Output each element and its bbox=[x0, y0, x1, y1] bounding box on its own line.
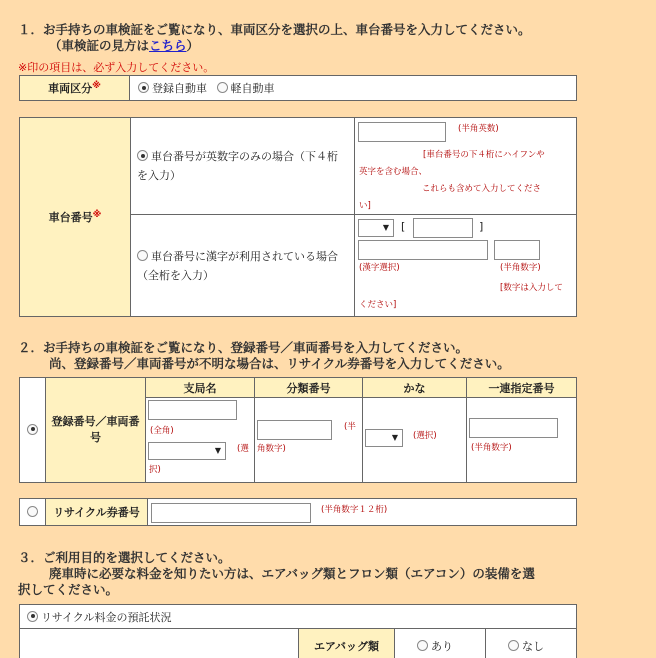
digit-note-line2: ください] bbox=[359, 300, 397, 310]
vehicle-class-label: 車両区分※ bbox=[20, 76, 130, 101]
serial-cell bbox=[467, 398, 577, 483]
kana-cell bbox=[363, 398, 467, 483]
alnum-hint: (半角英数) bbox=[458, 124, 499, 134]
radio-icon[interactable] bbox=[27, 506, 38, 517]
reg-label: 登録番号／車両番号 bbox=[46, 378, 146, 483]
radio-icon[interactable] bbox=[27, 611, 38, 622]
office-select[interactable] bbox=[148, 442, 226, 460]
radio-icon[interactable] bbox=[137, 150, 148, 161]
vehicle-class-options bbox=[130, 76, 577, 101]
chassis-option2-input-cell bbox=[355, 215, 577, 317]
chassis-note-line4: い] bbox=[359, 201, 371, 211]
chassis-last4-input[interactable] bbox=[358, 122, 446, 142]
digit-input[interactable] bbox=[494, 240, 540, 260]
recycle-label: リサイクル券番号 bbox=[46, 499, 148, 526]
chassis-option2[interactable]: 車台番号に漢字が利用されている場合（全桁を入力） bbox=[131, 215, 355, 317]
airbag-no[interactable]: なし bbox=[486, 629, 577, 658]
radio-icon[interactable] bbox=[217, 82, 228, 93]
option-registered[interactable]: 登録自動車 bbox=[138, 82, 207, 95]
section3-title: ３．ご利用目的を選択してください。 bbox=[18, 550, 231, 565]
purpose-blank-cell bbox=[20, 629, 299, 658]
radio-icon[interactable] bbox=[508, 640, 519, 651]
digit-hint: (半角数字) bbox=[500, 263, 541, 273]
class-input[interactable] bbox=[257, 420, 332, 440]
kana-hint: (選択) bbox=[413, 431, 437, 441]
radio-icon[interactable] bbox=[27, 424, 38, 435]
kana-select[interactable] bbox=[365, 429, 403, 447]
radio-icon[interactable] bbox=[417, 640, 428, 651]
section1-note: （車検証の見方はこちら） bbox=[49, 38, 200, 53]
class-cell bbox=[255, 398, 363, 483]
recycle-radio-cell[interactable] bbox=[20, 499, 46, 526]
purpose-table bbox=[19, 604, 577, 658]
required-note: ※印の項目は、必ず入力してください。 bbox=[18, 61, 215, 74]
class-hint-b: 角数字) bbox=[257, 444, 286, 454]
bracket-close: ] bbox=[479, 220, 484, 233]
vehicle-class-table bbox=[19, 75, 577, 101]
chassis-note-line3: これらも含めて入力してくださ bbox=[422, 184, 542, 194]
purpose-option1[interactable]: リサイクル料金の預託状況 bbox=[20, 605, 577, 629]
section1-title: １．お手持ちの車検証をご覧になり、車両区分を選択の上、車台番号を入力してください。 bbox=[18, 22, 531, 37]
class-hint-a: (半 bbox=[344, 422, 356, 432]
guide-link[interactable]: こちら bbox=[149, 38, 187, 53]
radio-icon[interactable] bbox=[138, 82, 149, 93]
office-select-hint-b: 択) bbox=[149, 465, 161, 475]
option-kei[interactable]: 軽自動車 bbox=[217, 82, 275, 95]
chassis-label: 車台番号※ bbox=[20, 118, 131, 317]
section2-title2: 尚、登録番号／車両番号が不明な場合は、リサイクル券番号を入力してください。 bbox=[49, 356, 510, 371]
office-cell bbox=[146, 398, 255, 483]
chassis-table bbox=[19, 117, 577, 317]
chassis-option1[interactable]: 車台番号が英数字のみの場合（下４桁を入力） bbox=[131, 118, 355, 215]
airbag-yes[interactable]: あり bbox=[395, 629, 486, 658]
col-serial: 一連指定番号 bbox=[467, 378, 577, 398]
col-class: 分類番号 bbox=[255, 378, 363, 398]
airbag-label: エアバッグ類 bbox=[299, 629, 395, 658]
recycle-input[interactable] bbox=[151, 503, 311, 523]
kanji-full-input[interactable] bbox=[358, 240, 488, 260]
bracket-open: [ bbox=[401, 220, 406, 233]
kanji-hint: (漢字選択) bbox=[359, 263, 400, 273]
chassis-note-line2: 英字を含む場合、 bbox=[359, 167, 428, 177]
serial-input[interactable] bbox=[469, 418, 558, 438]
chassis-option1-input-cell bbox=[355, 118, 577, 215]
kanji-text-input[interactable] bbox=[413, 218, 473, 238]
section3-title3: 択してください。 bbox=[18, 582, 119, 597]
section2-title: ２．お手持ちの車検証をご覧になり、登録番号／車両番号を入力してください。 bbox=[18, 340, 469, 355]
recycle-hint: (半角数字１２桁) bbox=[321, 505, 388, 515]
recycle-table bbox=[19, 498, 577, 526]
kanji-select[interactable] bbox=[358, 219, 394, 237]
col-office: 支局名 bbox=[146, 378, 255, 398]
digit-note-line1: [数字は入力して bbox=[500, 283, 563, 293]
section3-title2: 廃車時に必要な料金を知りたい方は、エアバッグ類とフロン類（エアコン）の装備を選 bbox=[49, 566, 535, 581]
office-select-hint-a: (選 bbox=[237, 444, 249, 454]
registration-table bbox=[19, 377, 577, 483]
col-kana: かな bbox=[363, 378, 467, 398]
chassis-note-line1: [車台番号の下４桁にハイフンや bbox=[423, 150, 545, 160]
reg-radio-cell[interactable] bbox=[20, 378, 46, 483]
office-input[interactable] bbox=[148, 400, 237, 420]
recycle-input-cell bbox=[148, 499, 577, 526]
radio-icon[interactable] bbox=[137, 250, 148, 261]
serial-hint: (半角数字) bbox=[471, 443, 512, 453]
office-hint: (全角) bbox=[150, 426, 174, 436]
